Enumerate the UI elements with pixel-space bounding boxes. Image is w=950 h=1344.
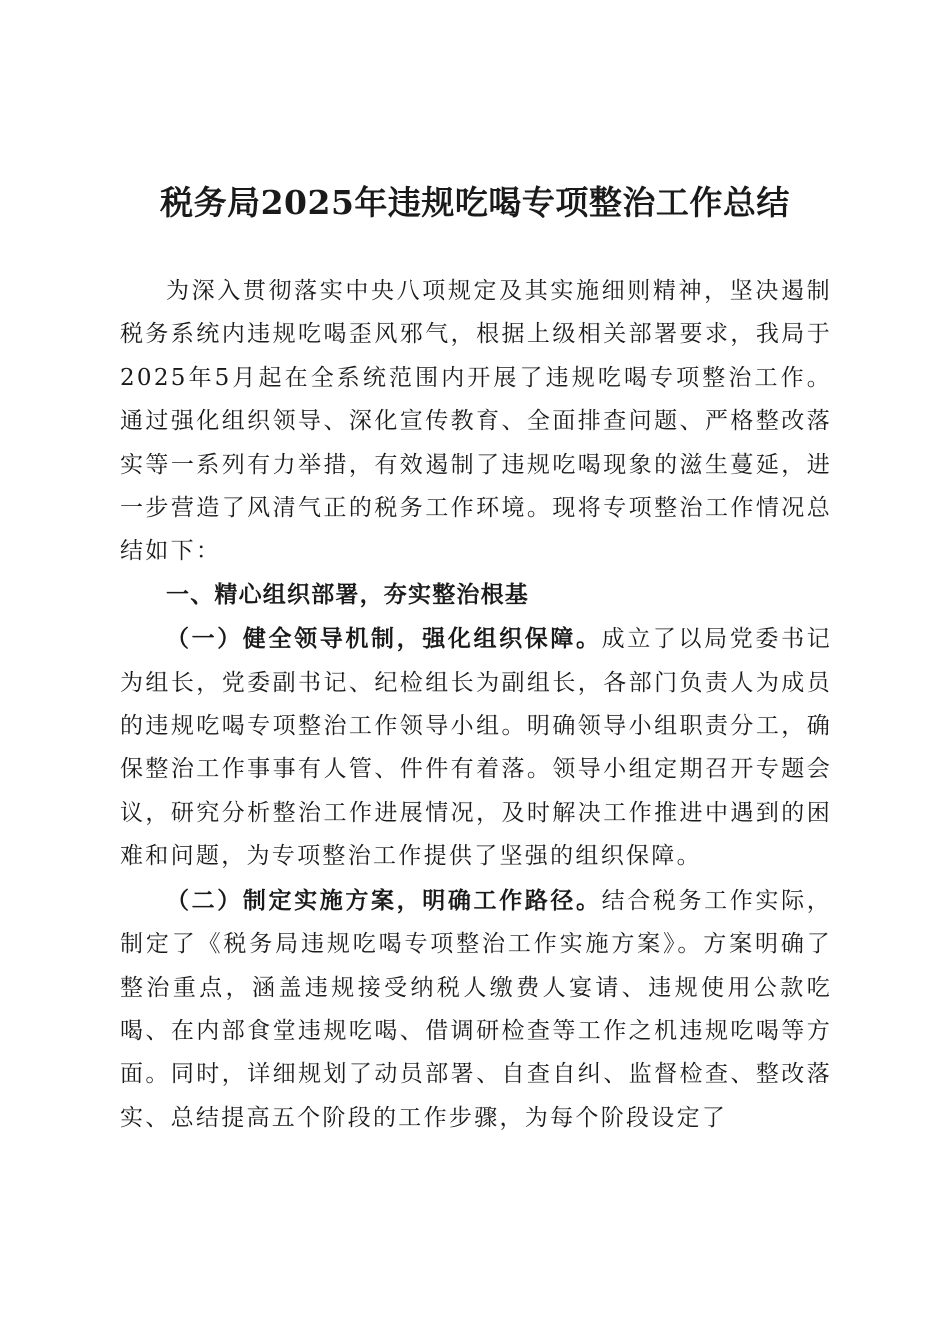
document-title: 税务局2025年违规吃喝专项整治工作总结 [160, 183, 790, 222]
paragraph-lead: （一）健全领导机制，强化组织保障。 [166, 625, 602, 653]
paragraph-lead: （二）制定实施方案，明确工作路径。 [166, 886, 602, 914]
section-paragraph-1 [120, 617, 832, 878]
document-body [120, 270, 832, 1140]
paragraph-text: 结合税务工作实际，制定了《税务局违规吃喝专项整治工作实施方案》。方案明确了整治重点，涵盖违规接受纳税人缴费人宴请、违规使用公款吃喝、在内部食堂违规吃喝、借调研检查等工作之机违规吃喝等方面。同时，详细规划了动员部署、自查自纠、监督检查、整改落实、总结提高五个阶段的工作步骤，为每个阶段设定了 [120, 887, 832, 1131]
intro-paragraph: 为深入贯彻落实中央八项规定及其实施细则精神，坚决遏制税务系统内违规吃喝歪风邪气，根据上级相关部署要求，我局于2025年5月起在全系统范围内开展了违规吃喝专项整治工作。通过强化组织领导、深化宣传教育、全面排查问题、严格整改落实等一系列有力举措，有效遏制了违规吃喝现象的滋生蔓延，进一步营造了风清气正的税务工作环境。现将专项整治工作情况总结如下： [120, 278, 832, 565]
section-heading: 一、精心组织部署，夯实整治根基 [166, 581, 529, 608]
paragraph-text: 成立了以局党委书记为组长，党委副书记、纪检组长为副组长，各部门负责人为成员的违规吃喝专项整治工作领导小组。明确领导小组职责分工，确保整治工作事事有人管、件件有着落。领导小组定期召开专题会议，研究分析整治工作进展情况，及时解决工作推进中遇到的困难和问题，为专项整治工作提供了坚强的组织保障。 [120, 626, 832, 870]
section-paragraph-2 [120, 879, 832, 1140]
